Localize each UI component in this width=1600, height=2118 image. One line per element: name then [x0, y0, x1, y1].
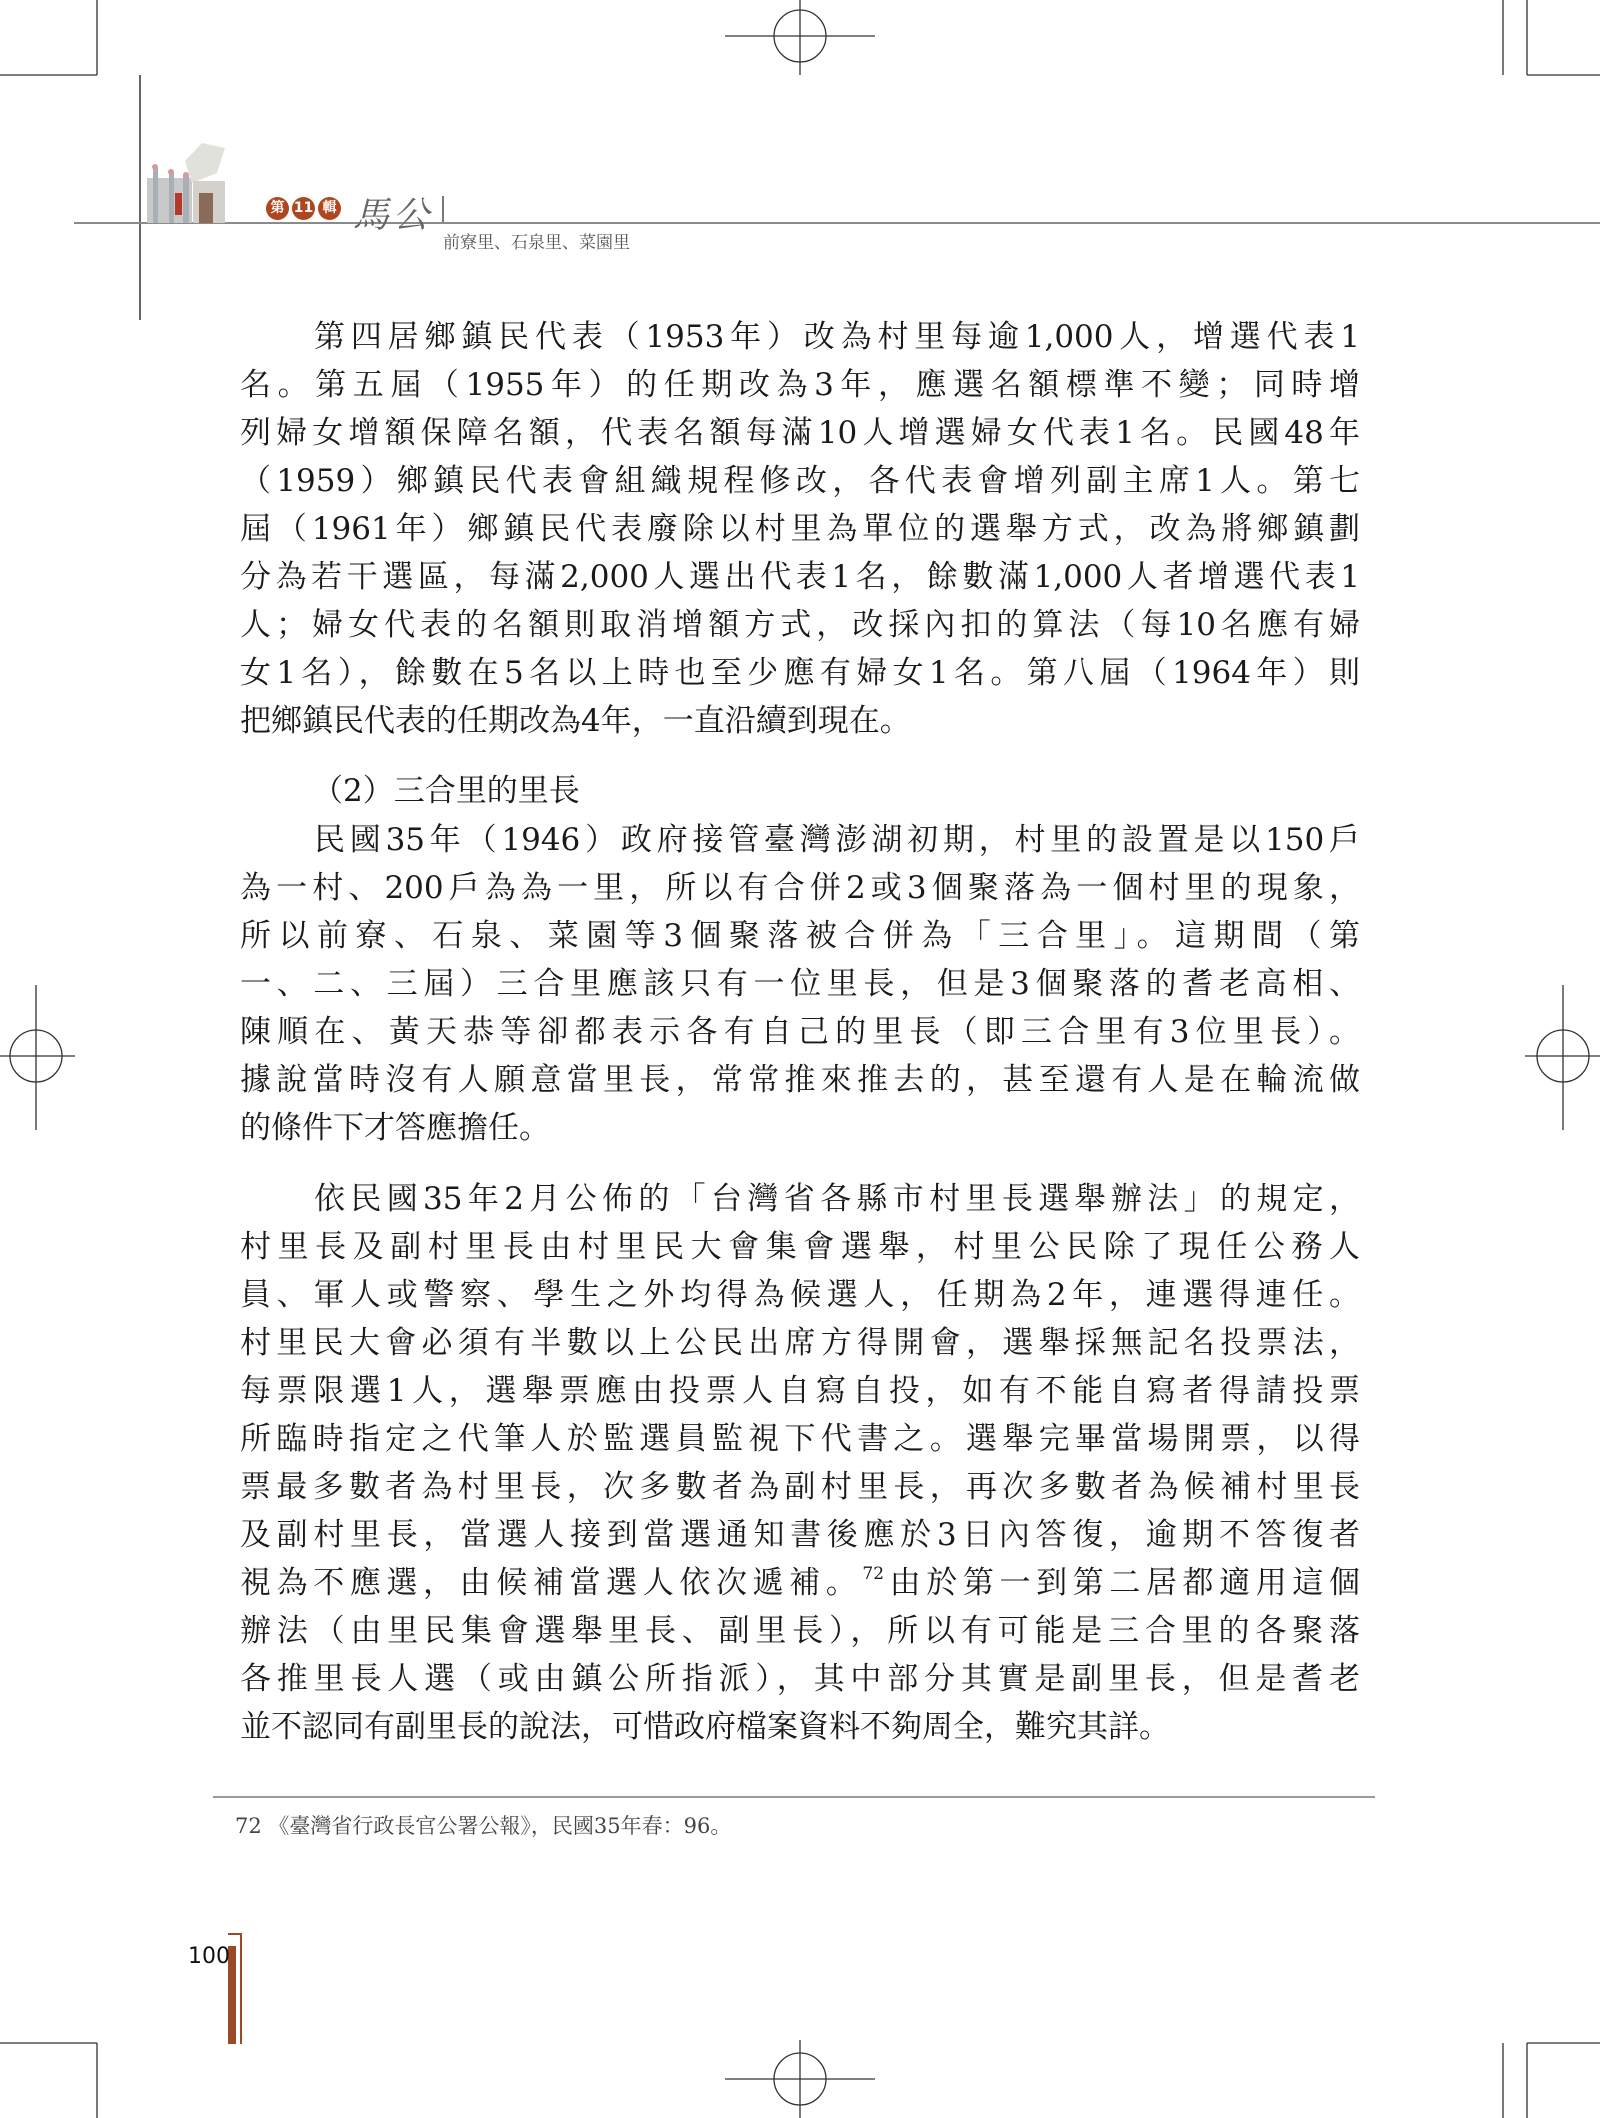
text-line: 民國35年（1946）政府接管臺灣澎湖初期，村里的設置是以150戶 — [314, 822, 1360, 858]
chapter-badge-prefix: 第 — [266, 197, 289, 220]
text-line: 村里民大會必須有半數以上公民出席方得開會，選舉採無記名投票法， — [240, 1325, 1360, 1361]
text-line: （1959）鄉鎮民代表會組織規程修改，各代表會增列副主席1人。第七 — [240, 463, 1360, 499]
text-line: 列婦女增額保障名額，代表名額每滿10人增選婦女代表1名。民國48年 — [240, 415, 1360, 451]
text-line: 一、二、三屆）三合里應該只有一位里長，但是3個聚落的耆老高相、 — [240, 966, 1360, 1002]
paragraph-2 — [240, 816, 1360, 1152]
text-line: 陳順在、黃天恭等卻都表示各有自己的里長（即三合里有3位里長）。 — [240, 1014, 1360, 1050]
paragraph-3 — [240, 1175, 1360, 1751]
text-line: 依民國35年2月公佈的「台灣省各縣市村里長選舉辦法」的規定， — [314, 1181, 1360, 1217]
running-header-subtitle: 前寮里、石泉里、菜園里 — [443, 233, 630, 253]
paragraph-1 — [240, 313, 1360, 745]
section-heading: （2）三合里的里長 — [312, 773, 580, 809]
chapter-badge-number: 11 — [292, 197, 315, 220]
text-line: 的條件下才答應擔任。 — [240, 1110, 550, 1146]
building-gate-image — [147, 143, 225, 223]
text-line: 村里長及副村里長由村里民大會集會選舉，村里公民除了現任公務人 — [240, 1229, 1360, 1265]
text-line: 每票限選1人，選舉票應由投票人自寫自投，如有不能自寫者得請投票 — [240, 1373, 1360, 1409]
chapter-badge-suffix: 輯 — [318, 197, 341, 220]
text-line: 員、軍人或警察、學生之外均得為候選人，任期為2年，連選得連任。 — [240, 1277, 1360, 1313]
text-line: 屆（1961年）鄉鎮民代表廢除以村里為單位的選舉方式，改為將鄉鎮劃 — [240, 511, 1360, 547]
text-line: 所以前寮、石泉、菜園等3個聚落被合併為「三合里」。這期間（第 — [240, 918, 1360, 954]
text-line: 票最多數者為村里長，次多數者為副村里長，再次多數者為候補村里長 — [240, 1469, 1360, 1505]
text-line: 並不認同有副里長的說法，可惜政府檔案資料不夠周全，難究其詳。 — [240, 1709, 1170, 1745]
text-line: 第四居鄉鎮民代表（1953年）改為村里每逾1,000人，增選代表1 — [314, 319, 1360, 355]
text-line: 辦法（由里民集會選舉里長、副里長），所以有可能是三合里的各聚落 — [240, 1613, 1360, 1649]
text-line: 分為若干選區，每滿2,000人選出代表1名，餘數滿1,000人者增選代表1 — [240, 559, 1360, 595]
text-line: 人；婦女代表的名額則取消增額方式，改採內扣的算法（每10名應有婦 — [240, 607, 1360, 643]
chapter-badge — [266, 197, 341, 220]
text-line: 名。第五屆（1955年）的任期改為3年，應選名額標準不變；同時增 — [240, 367, 1360, 403]
text-segment: 視為不應選，由候補當選人依次遞補。 — [240, 1565, 863, 1601]
book-title: 馬公 — [353, 195, 434, 236]
text-line: 各推里長人選（或由鎮公所指派），其中部分其實是副里長，但是耆老 — [240, 1661, 1360, 1697]
text-line — [240, 1559, 1360, 1607]
page-number: 100 — [188, 1944, 230, 1969]
text-line: 女1名），餘數在5名以上時也至少應有婦女1名。第八屆（1964年）則 — [240, 655, 1360, 691]
footnote-reference[interactable]: 72 — [862, 1564, 885, 1584]
text-line: 為一村、200戶為為一里，所以有合併2或3個聚落為一個村里的現象， — [240, 870, 1360, 906]
text-segment: 由於第一到第二居都適用這個 — [884, 1565, 1361, 1601]
footnote: 72 《臺灣省行政長官公署公報》，民國35年春：96。 — [235, 1814, 732, 1838]
text-line: 把鄉鎮民代表的任期改為4年，一直沿續到現在。 — [240, 703, 911, 739]
text-line: 所臨時指定之代筆人於監選員監視下代書之。選舉完畢當場開票，以得 — [240, 1421, 1360, 1457]
text-line: 及副村里長，當選人接到當選通知書後應於3日內答復，逾期不答復者 — [240, 1517, 1360, 1553]
text-line: 據說當時沒有人願意當里長，常常推來推去的，甚至還有人是在輪流做 — [240, 1062, 1360, 1098]
